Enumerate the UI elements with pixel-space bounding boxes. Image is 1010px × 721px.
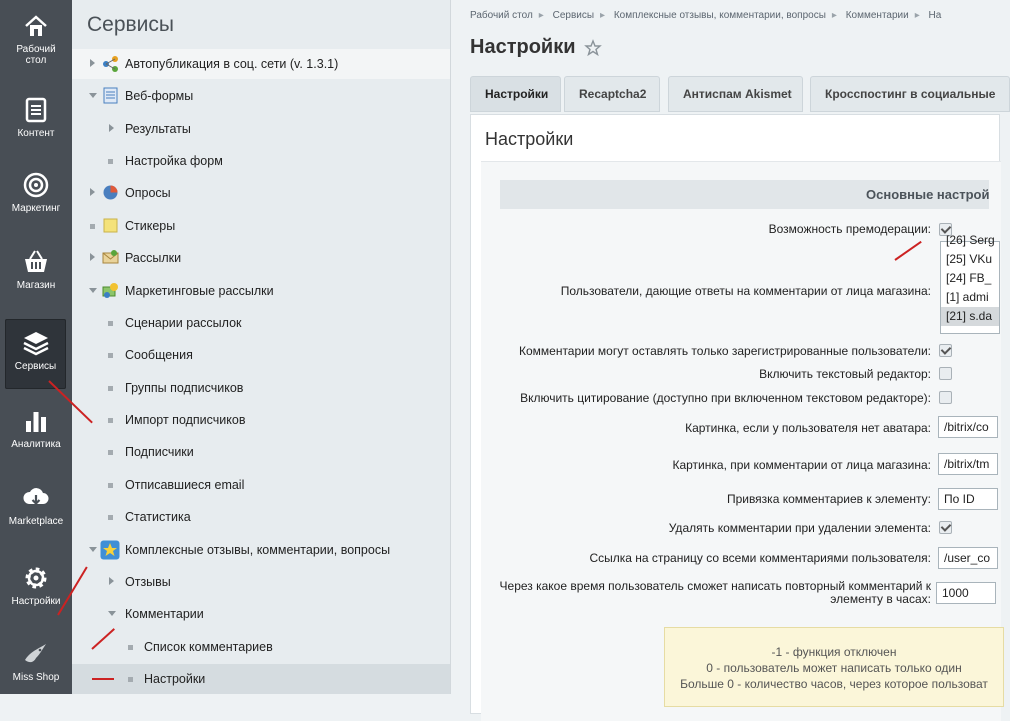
tree-item-subscribers[interactable] <box>72 437 450 467</box>
nav-marketplace[interactable] <box>0 484 72 527</box>
target-icon <box>22 171 50 199</box>
tree-item-label: Статистика <box>125 510 191 524</box>
nav-label: Контент <box>17 128 55 139</box>
bird-logo-icon <box>22 640 50 668</box>
nav-label: Магазин <box>16 280 56 291</box>
pie-chart-icon <box>102 184 119 201</box>
users-option[interactable]: [24] FB_ <box>946 271 992 285</box>
tree-title: Сервисы <box>87 13 175 36</box>
tree-item-label: Веб-формы <box>125 89 194 103</box>
collapse-arrow-icon[interactable] <box>89 288 97 293</box>
note-line: Больше 0 - количество часов, через которое пользоват <box>680 677 988 691</box>
nav-analytics[interactable] <box>0 407 72 450</box>
users-option-selected[interactable]: [21] s.da <box>941 307 999 326</box>
tree-item-statistics[interactable] <box>72 502 450 532</box>
text-editor-checkbox[interactable] <box>939 367 952 380</box>
link-label: Ссылка на страницу со всеми комментариями пользователя: <box>589 551 931 565</box>
nav-label: Настройки <box>11 596 61 607</box>
text-editor-label: Включить текстовый редактор: <box>759 367 931 381</box>
bullet-icon <box>108 418 113 423</box>
tree-item-reviews[interactable] <box>72 567 450 597</box>
tree-item-mailings[interactable] <box>72 243 450 273</box>
bullet-icon <box>108 159 113 164</box>
tree-item-settings[interactable] <box>72 664 450 694</box>
collapse-arrow-icon[interactable] <box>108 611 116 616</box>
bullet-icon <box>108 483 113 488</box>
bullet-icon <box>108 450 113 455</box>
repeat-input[interactable]: 1000 <box>936 582 996 604</box>
nav-label: Маркетинг <box>11 203 61 214</box>
quoting-label: Включить цитирование (доступно при включенном текстовом редакторе): <box>520 391 931 405</box>
collapse-arrow-icon[interactable] <box>89 547 97 552</box>
breadcrumb-link[interactable]: На <box>928 10 942 21</box>
repeat-label-line: Через какое время пользователь сможет написать повторный комментарий к <box>499 579 931 593</box>
nav-label: Рабочий <box>16 44 56 55</box>
no-avatar-input[interactable]: /bitrix/co <box>938 416 998 438</box>
tree-item-comments-list[interactable] <box>72 632 450 662</box>
tree-item-label: Отзывы <box>125 575 171 589</box>
tree-item-form-settings[interactable] <box>72 146 450 176</box>
tree-item-webforms[interactable] <box>72 81 450 111</box>
tree-item-label: Опросы <box>125 186 171 200</box>
basket-icon <box>22 248 50 276</box>
nav-content[interactable] <box>0 96 72 139</box>
registered-only-checkbox[interactable] <box>939 344 952 357</box>
tree-item-label: Маркетинговые рассылки <box>125 284 274 298</box>
star-module-icon <box>100 540 120 560</box>
page-title: Настройки <box>470 36 576 58</box>
breadcrumb-link[interactable]: Комментарии <box>845 10 909 21</box>
tree-item-label: Подписчики <box>125 445 194 459</box>
card-title: Настройки <box>485 129 574 149</box>
document-icon <box>22 96 50 124</box>
nav-desktop[interactable] <box>0 12 72 66</box>
tree-item-label: Настройки <box>144 672 206 686</box>
tab-akismet[interactable]: Антиспам Akismet <box>668 76 803 112</box>
expand-arrow-icon[interactable] <box>90 59 95 67</box>
nav-site-logo[interactable] <box>0 640 72 683</box>
breadcrumb-link[interactable]: Комплексные отзывы, комментарии, вопросы <box>613 10 826 21</box>
sticker-icon <box>102 217 119 234</box>
link-input[interactable]: /user_co <box>938 547 998 569</box>
tree-item-label: Результаты <box>125 122 191 136</box>
form-icon <box>102 87 119 104</box>
bullet-icon <box>108 353 113 358</box>
note-line: 0 - пользователь может написать только один <box>706 661 962 675</box>
users-option[interactable]: [1] admi <box>946 290 989 304</box>
tree-item-import-subscribers[interactable] <box>72 405 450 435</box>
tree-item-label: Автопубликация в соц. сети (v. 1.3.1) <box>125 57 339 71</box>
no-avatar-label: Картинка, если у пользователя нет аватара: <box>685 421 931 435</box>
info-note <box>664 627 1004 707</box>
annotation-stroke <box>92 678 114 680</box>
delete-label: Удалять комментарии при удалении элемента: <box>668 521 931 535</box>
tab-crossposting[interactable]: Кросспостинг в социальные <box>810 76 1010 112</box>
delete-checkbox[interactable] <box>939 521 952 534</box>
bullet-icon <box>128 677 133 682</box>
nav-label: Marketplace <box>8 516 64 527</box>
bar-chart-icon <box>22 407 50 435</box>
tree-item-messages[interactable] <box>72 340 450 370</box>
tree-item-complex-reviews[interactable] <box>72 535 450 565</box>
tree-item-stickers[interactable] <box>72 211 450 241</box>
nav-marketing[interactable] <box>0 171 72 214</box>
quoting-checkbox[interactable] <box>939 391 952 404</box>
note-line: -1 - функция отключен <box>771 645 897 659</box>
users-option[interactable]: [25] VKu <box>946 252 993 266</box>
expand-arrow-icon[interactable] <box>90 253 95 261</box>
nav-label: Аналитика <box>11 439 61 450</box>
bullet-icon <box>108 515 113 520</box>
binding-select[interactable]: По ID <box>938 488 998 510</box>
tree-item-label: Группы подписчиков <box>125 381 244 395</box>
expand-arrow-icon[interactable] <box>90 188 95 196</box>
share-network-icon <box>102 55 119 72</box>
expand-arrow-icon[interactable] <box>109 577 114 585</box>
tab-settings[interactable]: Настройки <box>470 76 561 112</box>
tree-item-marketing-mailings[interactable] <box>72 276 450 306</box>
users-option[interactable]: [26] Serg <box>946 233 995 247</box>
home-icon <box>22 12 50 40</box>
users-multiselect[interactable] <box>940 233 1000 334</box>
tree-item-label: Настройка форм <box>125 154 223 168</box>
tree-item-label: Сообщения <box>125 348 193 362</box>
tree-item-label: Сценарии рассылок <box>125 316 242 330</box>
bullet-icon <box>128 645 133 650</box>
shop-picture-label: Картинка, при комментарии от лица магазина: <box>672 458 931 472</box>
section-header: Основные настрой <box>500 180 989 209</box>
collapse-arrow-icon[interactable] <box>89 93 97 98</box>
services-tree-panel <box>72 0 451 694</box>
bullet-icon <box>90 224 95 229</box>
nav-services[interactable] <box>5 319 66 389</box>
nav-shop[interactable] <box>0 248 72 291</box>
users-label: Пользователи, дающие ответы на комментарии от лица магазина: <box>560 284 931 298</box>
cloud-download-icon <box>22 484 50 512</box>
tree-item-autopublish[interactable] <box>72 49 450 79</box>
bullet-icon <box>108 321 113 326</box>
nav-label: Miss Shop <box>12 672 60 683</box>
tree-item-label: Импорт подписчиков <box>125 413 246 427</box>
layers-icon <box>22 329 50 357</box>
left-nav <box>0 0 72 694</box>
favorite-star-icon[interactable] <box>584 39 602 57</box>
tree-item-results[interactable] <box>72 114 450 144</box>
nav-label: стол <box>25 55 47 66</box>
tree-item-label: Комплексные отзывы, комментарии, вопросы <box>125 543 391 557</box>
bullet-icon <box>108 386 113 391</box>
tree-item-label: Комментарии <box>125 607 204 621</box>
tree-item-scenarios[interactable] <box>72 308 450 338</box>
breadcrumb: Рабочий стол ▸ Сервисы ▸ Комплексные отзывы, комментарии, вопросы ▸ Комментарии ▸ На <box>470 10 942 21</box>
nav-label: Сервисы <box>14 361 57 372</box>
tree-item-comments[interactable] <box>72 599 450 629</box>
tree-item-unsubscribed[interactable] <box>72 470 450 500</box>
tree-item-subscriber-groups[interactable] <box>72 373 450 403</box>
registered-only-label: Комментарии могут оставлять только зарегистрированные пользователи: <box>518 344 931 358</box>
gear-icon <box>22 564 50 592</box>
breadcrumb-link[interactable]: Сервисы <box>552 10 595 21</box>
tree-item-label: Стикеры <box>125 219 176 233</box>
tree-item-label: Отписавшиеся email <box>125 478 245 492</box>
tab-recaptcha[interactable]: Recaptcha2 <box>564 76 660 112</box>
binding-label: Привязка комментариев к элементу: <box>726 492 931 506</box>
repeat-label-line: элементу в часах: <box>830 592 931 606</box>
premod-label: Возможность премодерации: <box>768 222 931 236</box>
marketing-mailing-icon <box>102 282 119 299</box>
nav-settings[interactable] <box>0 564 72 607</box>
shop-picture-input[interactable]: /bitrix/tm <box>938 453 998 475</box>
breadcrumb-link[interactable]: Рабочий стол <box>470 10 533 21</box>
mailing-icon <box>102 249 119 266</box>
tree-item-label: Рассылки <box>125 251 182 265</box>
tree-item-label: Список комментариев <box>144 640 273 654</box>
repeat-label <box>500 580 931 606</box>
tree-item-polls[interactable] <box>72 178 450 208</box>
expand-arrow-icon[interactable] <box>109 124 114 132</box>
